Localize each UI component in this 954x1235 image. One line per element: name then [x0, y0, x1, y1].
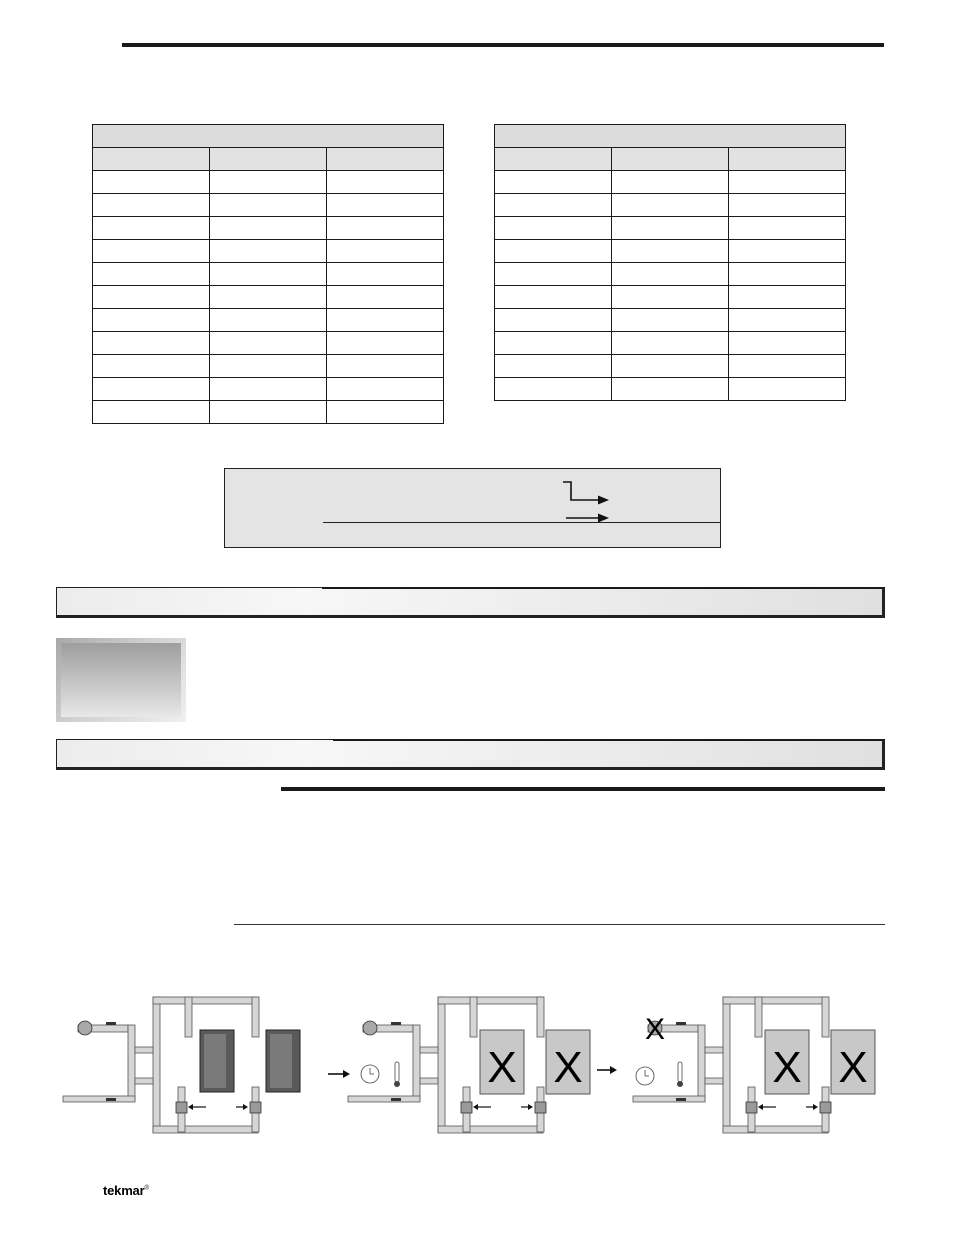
table-cell	[495, 286, 612, 309]
svg-text:X: X	[838, 1043, 868, 1092]
table-cell	[210, 286, 327, 309]
table-row	[495, 240, 846, 263]
table-row	[93, 240, 444, 263]
band-top-rule	[322, 587, 883, 589]
table-cell	[93, 309, 210, 332]
pump-icon	[363, 1021, 377, 1035]
table-row	[495, 171, 846, 194]
table-row	[93, 263, 444, 286]
table-cell	[327, 194, 444, 217]
svg-text:X: X	[644, 1013, 666, 1046]
table-cell	[210, 355, 327, 378]
step-signal-icon	[563, 482, 600, 500]
table-cell	[327, 332, 444, 355]
table-cell	[729, 263, 846, 286]
table-cell	[210, 194, 327, 217]
left-table-header	[210, 148, 327, 171]
table-cell	[327, 217, 444, 240]
table-cell	[210, 217, 327, 240]
table-cell	[327, 309, 444, 332]
left-table-header	[327, 148, 444, 171]
table-cell	[729, 332, 846, 355]
table-cell	[210, 309, 327, 332]
table-cell	[210, 378, 327, 401]
table-cell	[729, 286, 846, 309]
table-cell	[612, 332, 729, 355]
table-cell	[612, 355, 729, 378]
table-row	[93, 378, 444, 401]
table-cell	[210, 171, 327, 194]
table-cell	[93, 263, 210, 286]
table-cell	[327, 378, 444, 401]
table-cell	[729, 309, 846, 332]
svg-text:X: X	[772, 1043, 802, 1092]
table-cell	[612, 263, 729, 286]
table-cell	[495, 171, 612, 194]
table-cell	[729, 217, 846, 240]
section-rule	[281, 787, 885, 791]
table-row	[495, 217, 846, 240]
table-cell	[93, 217, 210, 240]
table-row	[93, 332, 444, 355]
table-cell	[210, 332, 327, 355]
svg-text:X: X	[487, 1043, 517, 1092]
table-row	[93, 194, 444, 217]
table-cell	[729, 194, 846, 217]
table-cell	[729, 171, 846, 194]
table-cell	[612, 286, 729, 309]
arrow-head	[598, 496, 609, 505]
table-cell	[93, 332, 210, 355]
table-cell	[327, 240, 444, 263]
table-cell	[93, 378, 210, 401]
table-cell	[495, 332, 612, 355]
table-row	[495, 355, 846, 378]
right-table-body	[495, 171, 846, 401]
brand-logo: tekmar®	[103, 1183, 149, 1198]
table-cell	[729, 240, 846, 263]
thermometer-icon	[678, 1062, 682, 1082]
table-cell	[210, 240, 327, 263]
table-cell	[612, 309, 729, 332]
table-cell	[327, 263, 444, 286]
table-row	[495, 194, 846, 217]
table-cell	[729, 378, 846, 401]
table-cell	[495, 355, 612, 378]
table-cell	[729, 355, 846, 378]
table-row	[93, 171, 444, 194]
table-row	[93, 309, 444, 332]
piping-diagram	[58, 992, 898, 1142]
right-table-title	[495, 125, 846, 148]
table-cell	[327, 355, 444, 378]
signal-box	[224, 468, 721, 548]
diagram-panel-3	[633, 997, 875, 1133]
band-top-rule	[333, 739, 883, 741]
table-cell	[210, 263, 327, 286]
table-row	[495, 309, 846, 332]
table-cell	[612, 378, 729, 401]
right-data-table	[494, 124, 846, 401]
left-data-table	[92, 124, 444, 424]
table-cell	[93, 171, 210, 194]
signal-divider	[323, 522, 720, 523]
table-cell	[93, 240, 210, 263]
table-cell	[495, 240, 612, 263]
table-row	[495, 332, 846, 355]
table-cell	[612, 240, 729, 263]
right-table-header	[612, 148, 729, 171]
table-row	[93, 286, 444, 309]
table-cell	[327, 401, 444, 424]
table-row	[93, 355, 444, 378]
table-cell	[93, 355, 210, 378]
table-cell	[327, 171, 444, 194]
right-table-header	[495, 148, 612, 171]
table-cell	[93, 194, 210, 217]
left-table-header	[93, 148, 210, 171]
table-cell	[495, 194, 612, 217]
section-header-band	[56, 587, 885, 618]
table-cell	[612, 171, 729, 194]
table-cell	[612, 217, 729, 240]
table-cell	[93, 401, 210, 424]
table-row	[93, 401, 444, 424]
gray-key-face	[61, 643, 181, 717]
top-rule	[122, 43, 884, 47]
table-cell	[612, 194, 729, 217]
table-row	[93, 217, 444, 240]
table-cell	[495, 378, 612, 401]
diagram-panel-1	[63, 997, 300, 1133]
table-row	[495, 378, 846, 401]
table-cell	[495, 217, 612, 240]
pump-icon	[78, 1021, 92, 1035]
signal-arrows	[225, 469, 722, 549]
table-cell	[495, 263, 612, 286]
table-row	[495, 286, 846, 309]
gray-key-button	[56, 638, 186, 722]
right-table-header	[729, 148, 846, 171]
section-header-band	[56, 739, 885, 770]
table-cell	[93, 286, 210, 309]
subsection-rule	[234, 924, 885, 925]
table-cell	[495, 309, 612, 332]
svg-text:X: X	[553, 1043, 583, 1092]
left-table-title	[93, 125, 444, 148]
table-cell	[210, 401, 327, 424]
table-row	[495, 263, 846, 286]
diagram-panel-2	[348, 997, 590, 1133]
thermometer-icon	[395, 1062, 399, 1082]
table-cell	[327, 286, 444, 309]
left-table-body	[93, 171, 444, 424]
